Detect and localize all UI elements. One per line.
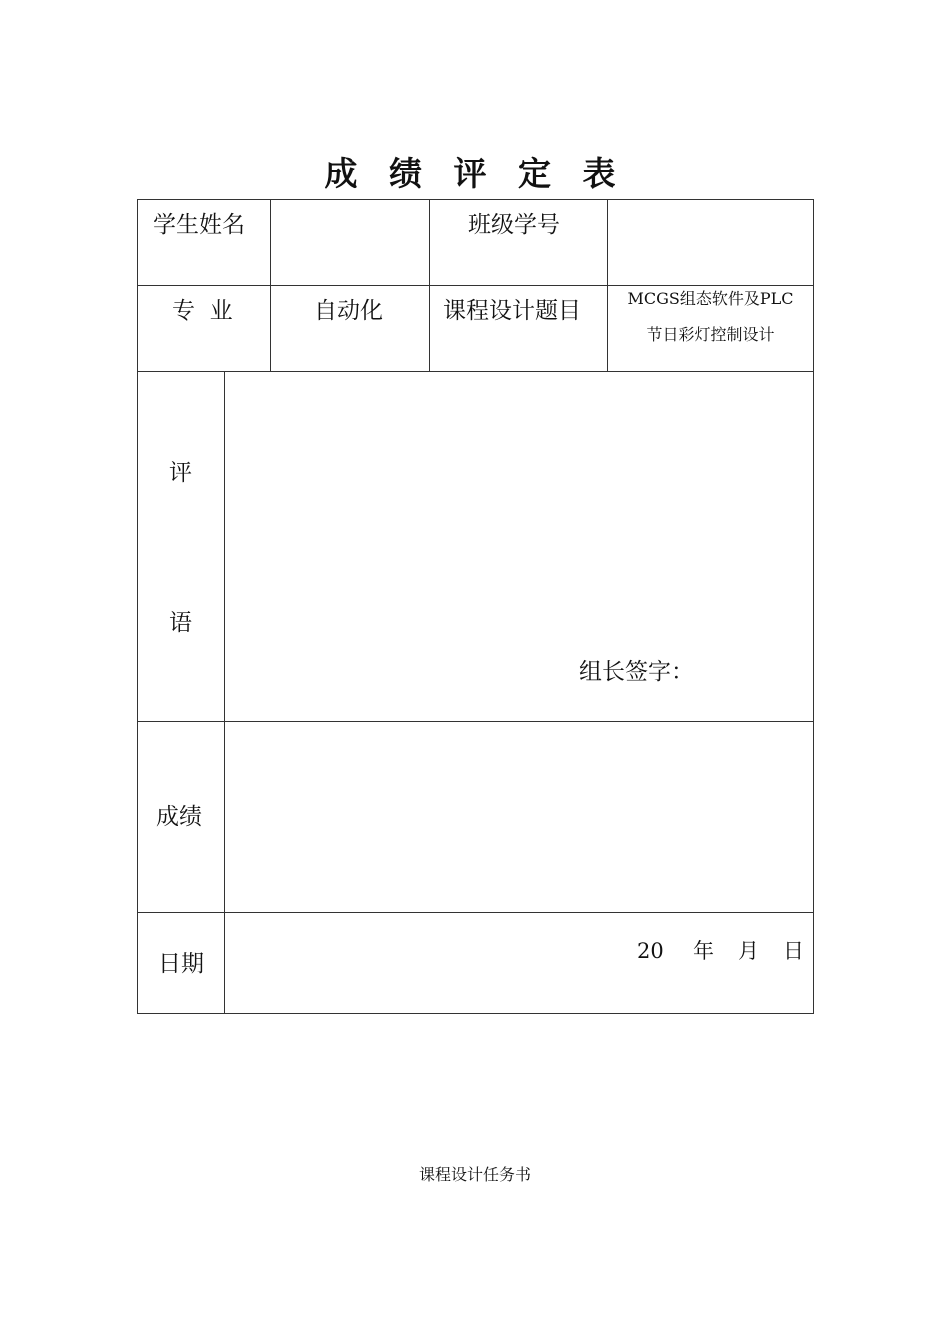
table-row-divider-1: [137, 285, 814, 286]
table-border-left: [137, 199, 138, 1014]
date-month-unit: 月: [738, 939, 759, 963]
table-row-divider-2: [137, 371, 814, 372]
table-col-divider-3: [607, 199, 608, 372]
page-title: 成 绩 评 定 表: [324, 154, 626, 193]
table-col-divider-2: [429, 199, 430, 372]
date-label: 日期: [158, 951, 204, 977]
comments-label-char-1: 评: [169, 460, 192, 486]
major-label: 专 业: [172, 298, 233, 324]
course-topic-label: 课程设计题目: [443, 298, 581, 324]
student-name-value[interactable]: [285, 210, 415, 240]
major-value: 自动化: [314, 298, 383, 324]
course-topic-line1: MCGS组态软件及PLC: [627, 289, 794, 308]
table-col-divider-1: [270, 199, 271, 372]
table-label-col-divider: [224, 371, 225, 1014]
comments-area[interactable]: [226, 373, 812, 643]
date-year-prefix: 20: [637, 939, 664, 963]
table-border-right: [813, 199, 814, 1014]
student-name-label: 学生姓名: [153, 212, 245, 238]
course-topic-line2: 节日彩灯控制设计: [646, 325, 775, 344]
date-year-unit: 年: [693, 939, 714, 963]
date-day-unit: 日: [783, 939, 804, 963]
page-footer: 课程设计任务书: [418, 1165, 531, 1184]
class-id-value[interactable]: [622, 210, 802, 240]
comments-label-char-2: 语: [169, 610, 192, 636]
table-border-bottom: [137, 1013, 814, 1014]
table-row-divider-3: [137, 721, 814, 722]
class-id-label: 班级学号: [468, 212, 560, 238]
table-border-top: [137, 199, 814, 200]
table-row-divider-4: [137, 912, 814, 913]
grade-label: 成绩: [156, 804, 202, 830]
leader-signature-label: 组长签字：: [579, 659, 694, 685]
grade-area[interactable]: [226, 723, 812, 911]
